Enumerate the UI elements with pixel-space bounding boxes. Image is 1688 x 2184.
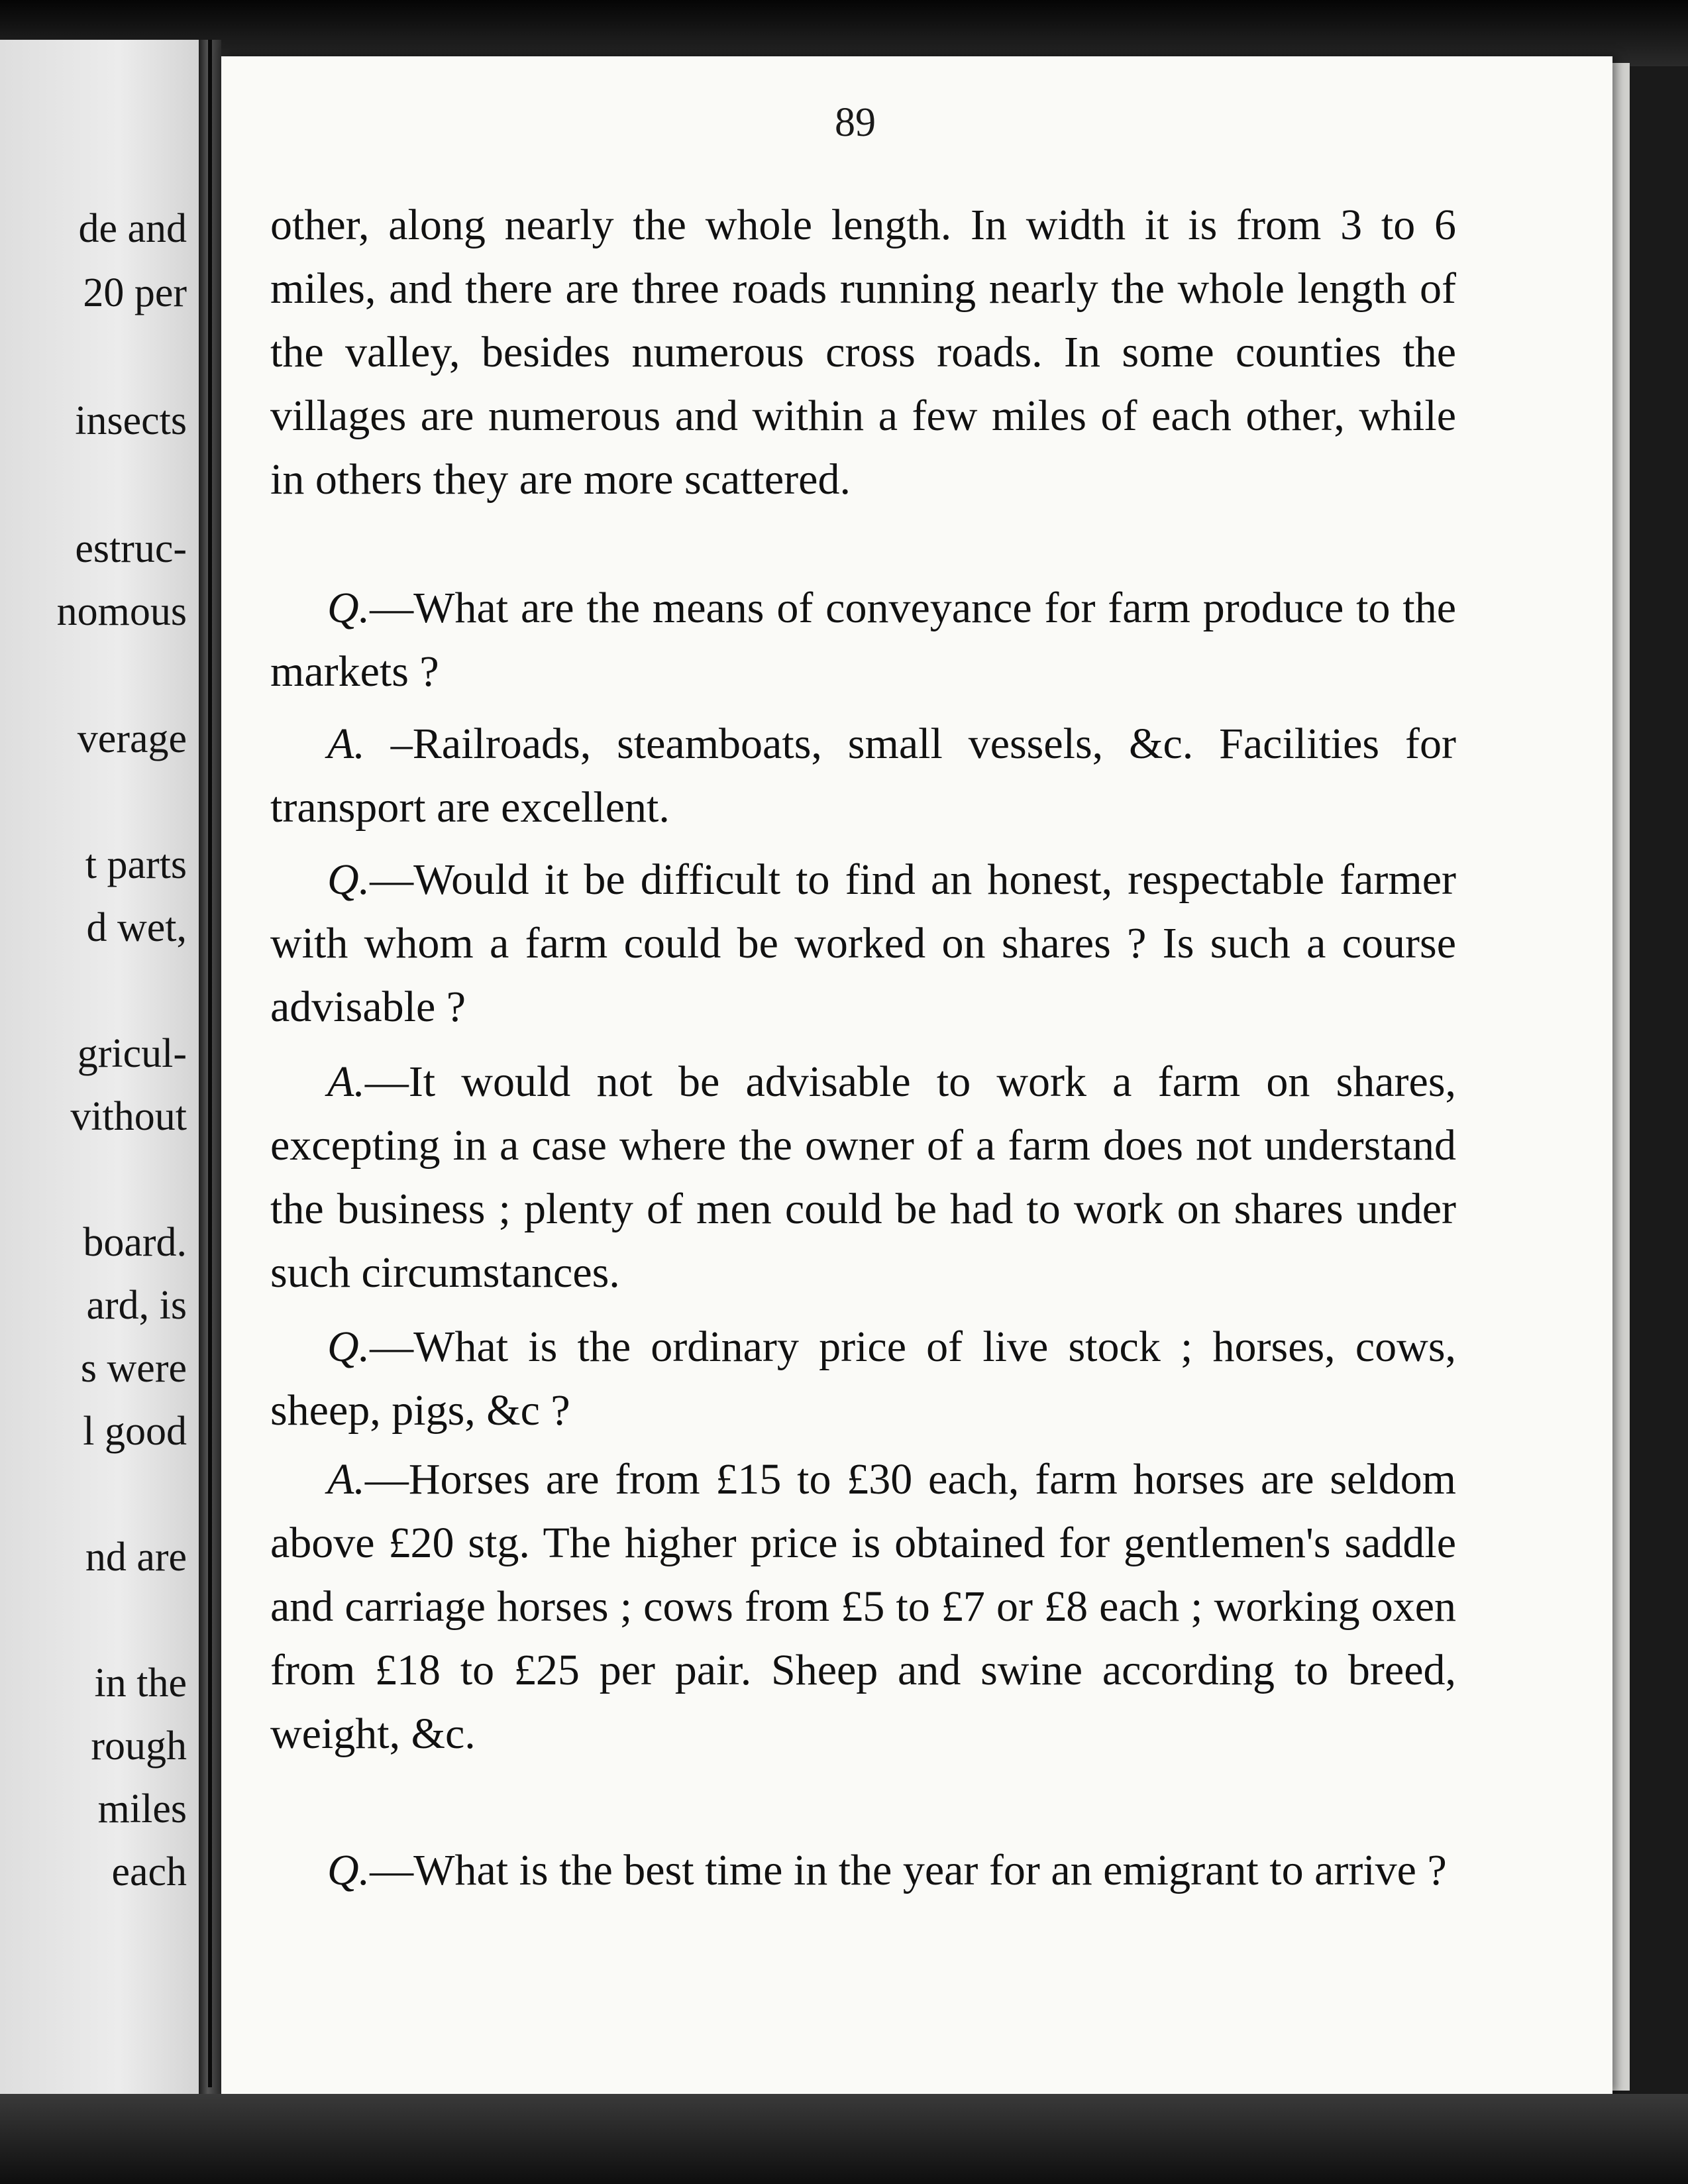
left-page-line: d wet,	[86, 905, 187, 950]
answer-paragraph	[270, 1050, 1456, 1305]
question-label: Q.	[327, 1323, 370, 1371]
page-fold-line	[208, 40, 212, 2087]
left-page-line: vithout	[70, 1094, 187, 1139]
question-paragraph	[270, 576, 1456, 704]
left-page-line: l good	[83, 1409, 187, 1454]
left-page-line: s were	[80, 1346, 187, 1391]
paragraph-continuation: other, along nearly the whole length. In width it is from 3 to 6 miles, and there are three roads running nearly the whole length of the valley, besides numerous cross roads. In some counties the villages are numerous and within a few miles of each other, while in others they are more scattered.	[270, 201, 1456, 504]
question-label: Q.	[327, 1846, 370, 1894]
answer-text: —Horses are from £15 to £30 each, farm horses are seldom above £20 stg. The higher price is obtained for gentlemen's saddle and carriage horses ; cows from £5 to £7 or £8 each ; working oxen from £18 to £25 per pair. Sheep and swine according to breed, weight, &c.	[270, 1455, 1456, 1758]
left-page-line: board.	[83, 1220, 187, 1265]
left-page-line: nd are	[85, 1535, 187, 1580]
answer-text: –Railroads, steamboats, small vessels, &c. Facilities for transport are excellent.	[270, 720, 1456, 832]
question-text: —What are the means of conveyance for farm produce to the markets ?	[270, 584, 1456, 696]
answer-label: A.	[327, 720, 365, 768]
answer-text: —It would not be advisable to work a farm on shares, excepting in a case where the owner of a farm does not understand the business ; plenty of men could be had to work on shares under such circumstances.	[270, 1058, 1456, 1297]
left-page-line: de and	[78, 206, 187, 251]
left-page-line: 20 per	[83, 270, 187, 315]
left-page-line: ard, is	[86, 1283, 187, 1328]
left-page-line: miles	[97, 1786, 187, 1831]
left-page-line: in the	[94, 1661, 187, 1706]
page-number: 89	[835, 100, 876, 145]
left-page-line: t parts	[85, 842, 187, 887]
question-label: Q.	[327, 584, 370, 632]
left-page-line: verage	[77, 716, 187, 761]
question-text: —Would it be difficult to find an honest, respectable farmer with whom a farm could be worked on shares ? Is such a course advisable ?	[270, 855, 1456, 1031]
answer-label: A.	[327, 1058, 365, 1106]
left-page-line: rough	[91, 1723, 187, 1769]
question-paragraph	[270, 1315, 1456, 1443]
scan-bottom-border	[0, 2094, 1688, 2184]
question-paragraph	[270, 1839, 1456, 1902]
left-page-strip	[0, 40, 199, 2120]
question-label: Q.	[327, 855, 370, 904]
answer-label: A.	[327, 1455, 365, 1503]
answer-paragraph	[270, 712, 1456, 840]
left-page-line: nomous	[56, 589, 187, 634]
question-text: —What is the ordinary price of live stock ; horses, cows, sheep, pigs, &c ?	[270, 1323, 1456, 1435]
left-page-line: insects	[75, 398, 187, 443]
question-text: —What is the best time in the year for an emigrant to arrive ?	[370, 1846, 1447, 1894]
left-page-line: estruc-	[75, 526, 187, 571]
left-page-line: each	[111, 1849, 187, 1894]
left-page-line: gricul-	[77, 1031, 187, 1076]
question-paragraph	[270, 848, 1456, 1039]
answer-paragraph	[270, 1448, 1456, 1766]
